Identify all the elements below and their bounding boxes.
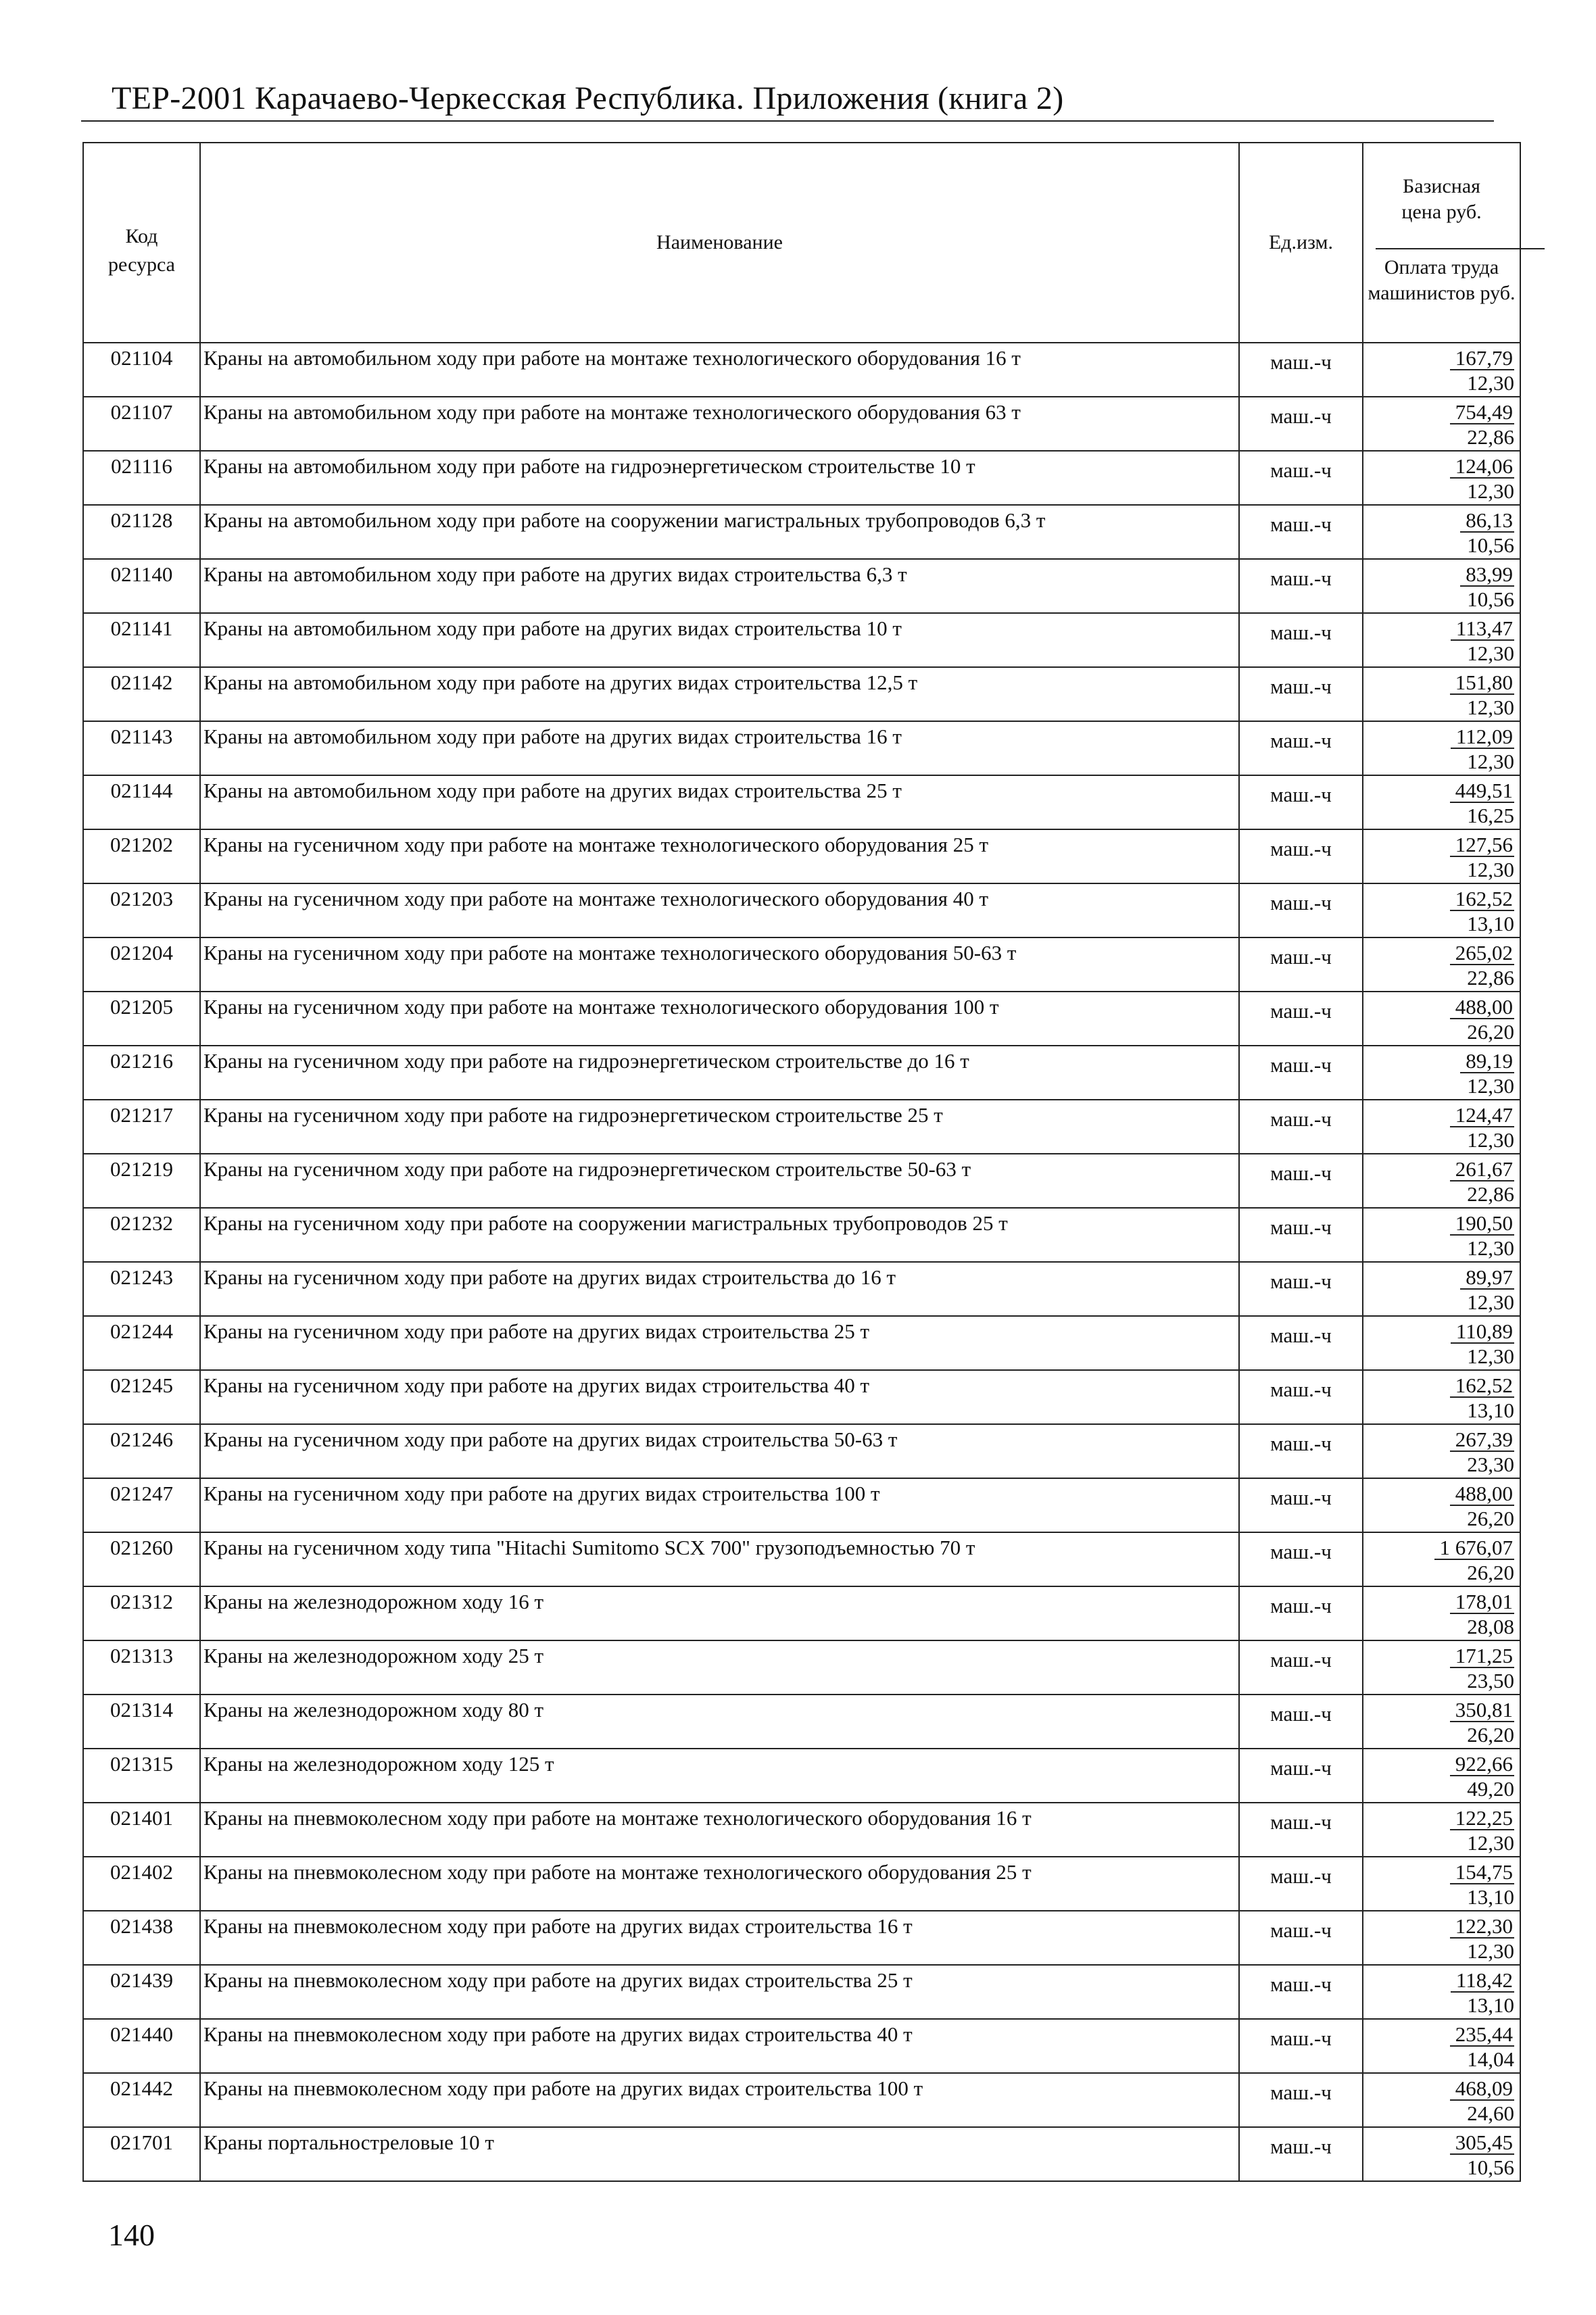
header-unit-label: Ед.изм. <box>1268 231 1334 253</box>
price-value: 190,50 <box>1450 1213 1514 1236</box>
cell-name: Краны на гусеничном ходу при работе на сооружении магистральных трубопроводов 25 т <box>200 1208 1239 1262</box>
price-value: 350,81 <box>1450 1699 1514 1722</box>
table-row <box>83 1316 1520 1370</box>
price-value: 127,56 <box>1450 834 1514 857</box>
cell-code: 021402 <box>83 1857 200 1911</box>
cell-code: 021247 <box>83 1478 200 1532</box>
price-value: 235,44 <box>1450 2024 1514 2047</box>
price-value: 113,47 <box>1451 618 1514 641</box>
cell-unit: маш.-ч <box>1239 2019 1363 2073</box>
cell-code: 021439 <box>83 1965 200 2019</box>
cell-name: Краны на железнодорожном ходу 125 т <box>200 1749 1239 1803</box>
cell-unit: маш.-ч <box>1239 1208 1363 1262</box>
cell-code: 021107 <box>83 397 200 451</box>
cell-name: Краны портальнострелoвые 10 т <box>200 2127 1239 2181</box>
cell-name: Краны на гусеничном ходу при работе на других видах строительства до 16 т <box>200 1262 1239 1316</box>
cell-name: Краны на автомобильном ходу при работе на сооружении магистральных трубопроводов 6,3 т <box>200 505 1239 559</box>
cell-unit: маш.-ч <box>1239 559 1363 613</box>
price-value: 449,51 <box>1450 780 1514 803</box>
price-value: 754,49 <box>1450 401 1514 424</box>
table-row <box>83 1262 1520 1316</box>
price-value: 83,99 <box>1460 564 1514 587</box>
cell-unit: маш.-ч <box>1239 397 1363 451</box>
price-value: 265,02 <box>1450 942 1514 965</box>
cell-code: 021438 <box>83 1911 200 1965</box>
cell-price <box>1363 1749 1520 1803</box>
wage-value: 12,30 <box>1467 1290 1514 1314</box>
cell-price <box>1363 1154 1520 1208</box>
table-row <box>83 1370 1520 1424</box>
price-value: 122,25 <box>1450 1807 1514 1830</box>
cell-price <box>1363 775 1520 829</box>
wage-value: 12,30 <box>1467 1128 1514 1152</box>
wage-value: 23,30 <box>1467 1453 1514 1476</box>
cell-code: 021143 <box>83 721 200 775</box>
cell-code: 021216 <box>83 1046 200 1100</box>
cell-unit: маш.-ч <box>1239 1424 1363 1478</box>
cell-price <box>1363 505 1520 559</box>
cell-code: 021246 <box>83 1424 200 1478</box>
table-row <box>83 2073 1520 2127</box>
price-value: 305,45 <box>1450 2132 1514 2155</box>
wage-value: 14,04 <box>1467 2047 1514 2071</box>
cell-name: Краны на автомобильном ходу при работе на других видах строительства 6,3 т <box>200 559 1239 613</box>
price-value: 122,30 <box>1450 1916 1514 1939</box>
cell-name: Краны на гусеничном ходу типа "Hitachi Sumitomo SCX 700" грузоподъемностью 70 т <box>200 1532 1239 1586</box>
table-row <box>83 1478 1520 1532</box>
cell-code: 021142 <box>83 667 200 721</box>
price-value: 118,42 <box>1451 1970 1514 1993</box>
table-row <box>83 937 1520 992</box>
cell-price <box>1363 1803 1520 1857</box>
wage-value: 12,30 <box>1467 1344 1514 1368</box>
wage-value: 26,20 <box>1467 1020 1514 1044</box>
table-row <box>83 992 1520 1046</box>
cell-price <box>1363 1965 1520 2019</box>
table-row <box>83 1857 1520 1911</box>
cell-price <box>1363 1208 1520 1262</box>
cell-unit: маш.-ч <box>1239 883 1363 937</box>
wage-value: 12,30 <box>1467 1236 1514 1260</box>
cell-code: 021217 <box>83 1100 200 1154</box>
cell-code: 021701 <box>83 2127 200 2181</box>
cell-name: Краны на железнодорожном ходу 25 т <box>200 1640 1239 1695</box>
wage-value: 12,30 <box>1467 479 1514 503</box>
price-value: 110,89 <box>1451 1321 1514 1344</box>
cell-unit: маш.-ч <box>1239 1857 1363 1911</box>
cell-price <box>1363 992 1520 1046</box>
wage-value: 12,30 <box>1467 371 1514 395</box>
cell-name: Краны на гусеничном ходу при работе на гидроэнергетическом строительстве 25 т <box>200 1100 1239 1154</box>
cell-price <box>1363 1532 1520 1586</box>
cell-unit: маш.-ч <box>1239 1370 1363 1424</box>
cell-name: Краны на гусеничном ходу при работе на других видах строительства 50-63 т <box>200 1424 1239 1478</box>
cell-price <box>1363 937 1520 992</box>
price-value: 86,13 <box>1460 510 1514 533</box>
cell-unit: маш.-ч <box>1239 1803 1363 1857</box>
cell-unit: маш.-ч <box>1239 1965 1363 2019</box>
cell-price <box>1363 343 1520 397</box>
wage-value: 10,56 <box>1467 2155 1514 2179</box>
cell-price <box>1363 721 1520 775</box>
cell-price <box>1363 2019 1520 2073</box>
header-code <box>83 143 200 343</box>
cell-code: 021141 <box>83 613 200 667</box>
wage-value: 12,30 <box>1467 696 1514 719</box>
cell-name: Краны на гусеничном ходу при работе на монтаже технологического оборудования 40 т <box>200 883 1239 937</box>
cell-code: 021245 <box>83 1370 200 1424</box>
cell-name: Краны на автомобильном ходу при работе на других видах строительства 16 т <box>200 721 1239 775</box>
wage-value: 22,86 <box>1467 1182 1514 1206</box>
table-row <box>83 1154 1520 1208</box>
cell-name: Краны на автомобильном ходу при работе на монтаже технологического оборудования 16 т <box>200 343 1239 397</box>
cell-unit: маш.-ч <box>1239 775 1363 829</box>
table-row <box>83 397 1520 451</box>
resource-table <box>82 142 1521 2182</box>
cell-unit: маш.-ч <box>1239 992 1363 1046</box>
cell-name: Краны на пневмоколесном ходу при работе на других видах строительства 16 т <box>200 1911 1239 1965</box>
cell-unit: маш.-ч <box>1239 343 1363 397</box>
cell-price <box>1363 829 1520 883</box>
cell-unit: маш.-ч <box>1239 1478 1363 1532</box>
cell-name: Краны на пневмоколесном ходу при работе на монтаже технологического оборудования 25 т <box>200 1857 1239 1911</box>
wage-value: 10,56 <box>1467 587 1514 611</box>
cell-price <box>1363 1100 1520 1154</box>
cell-price <box>1363 2127 1520 2181</box>
cell-unit: маш.-ч <box>1239 505 1363 559</box>
wage-value: 13,10 <box>1467 1993 1514 2017</box>
cell-unit: маш.-ч <box>1239 1532 1363 1586</box>
table-row <box>83 1965 1520 2019</box>
table-row <box>83 343 1520 397</box>
cell-unit: маш.-ч <box>1239 667 1363 721</box>
cell-code: 021203 <box>83 883 200 937</box>
table-row <box>83 2127 1520 2181</box>
table-row <box>83 613 1520 667</box>
cell-unit: маш.-ч <box>1239 1749 1363 1803</box>
price-value: 171,25 <box>1450 1645 1514 1668</box>
cell-price <box>1363 1046 1520 1100</box>
wage-value: 26,20 <box>1467 1723 1514 1747</box>
price-value: 167,79 <box>1450 347 1514 370</box>
cell-price <box>1363 451 1520 505</box>
table-row <box>83 2019 1520 2073</box>
cell-code: 021232 <box>83 1208 200 1262</box>
cell-name: Краны на железнодорожном ходу 16 т <box>200 1586 1239 1640</box>
cell-price <box>1363 1695 1520 1749</box>
table-row <box>83 775 1520 829</box>
cell-price <box>1363 1316 1520 1370</box>
cell-price <box>1363 613 1520 667</box>
table-row <box>83 1640 1520 1695</box>
cell-price <box>1363 397 1520 451</box>
wage-value: 12,30 <box>1467 641 1514 665</box>
cell-name: Краны на пневмоколесном ходу при работе на других видах строительства 40 т <box>200 2019 1239 2073</box>
price-value: 178,01 <box>1450 1591 1514 1614</box>
price-value: 267,39 <box>1450 1429 1514 1452</box>
header-rule <box>81 120 1494 122</box>
wage-value: 13,10 <box>1467 912 1514 935</box>
cell-price <box>1363 2073 1520 2127</box>
cell-code: 021260 <box>83 1532 200 1586</box>
cell-code: 021205 <box>83 992 200 1046</box>
price-value: 488,00 <box>1450 996 1514 1019</box>
header-price-label: Базисная цена руб. <box>1401 174 1482 223</box>
table-row <box>83 1208 1520 1262</box>
cell-code: 021315 <box>83 1749 200 1803</box>
price-value: 261,67 <box>1450 1159 1514 1181</box>
cell-code: 021244 <box>83 1316 200 1370</box>
price-value: 151,80 <box>1450 672 1514 695</box>
page-header-title: ТЕР-2001 Карачаево-Черкесская Республика. Приложения (книга 2) <box>112 80 1064 116</box>
cell-name: Краны на автомобильном ходу при работе на монтаже технологического оборудования 63 т <box>200 397 1239 451</box>
table-row <box>83 505 1520 559</box>
cell-name: Краны на пневмоколесном ходу при работе на других видах строительства 25 т <box>200 1965 1239 2019</box>
table-row <box>83 1749 1520 1803</box>
price-value: 112,09 <box>1451 726 1514 749</box>
table-body <box>83 343 1520 2181</box>
cell-name: Краны на гусеничном ходу при работе на монтаже технологического оборудования 25 т <box>200 829 1239 883</box>
cell-price <box>1363 883 1520 937</box>
wage-value: 12,30 <box>1467 1074 1514 1098</box>
cell-code: 021204 <box>83 937 200 992</box>
cell-code: 021312 <box>83 1586 200 1640</box>
cell-code: 021313 <box>83 1640 200 1695</box>
cell-code: 021314 <box>83 1695 200 1749</box>
cell-name: Краны на гусеничном ходу при работе на гидроэнергетическом строительстве 50-63 т <box>200 1154 1239 1208</box>
table-row <box>83 1046 1520 1100</box>
cell-name: Краны на пневмоколесном ходу при работе на других видах строительства 100 т <box>200 2073 1239 2127</box>
table-header <box>83 143 1520 343</box>
cell-unit: маш.-ч <box>1239 1100 1363 1154</box>
price-value: 154,75 <box>1450 1861 1514 1884</box>
table-row <box>83 883 1520 937</box>
price-value: 89,19 <box>1460 1050 1514 1073</box>
page-number: 140 <box>108 2218 155 2252</box>
wage-value: 12,30 <box>1467 858 1514 881</box>
cell-unit: маш.-ч <box>1239 1316 1363 1370</box>
cell-unit: маш.-ч <box>1239 829 1363 883</box>
table-row <box>83 829 1520 883</box>
cell-price <box>1363 559 1520 613</box>
wage-value: 10,56 <box>1467 533 1514 557</box>
cell-unit: маш.-ч <box>1239 721 1363 775</box>
wage-value: 23,50 <box>1467 1669 1514 1692</box>
wage-value: 26,20 <box>1467 1561 1514 1584</box>
table-row <box>83 721 1520 775</box>
header-code-label: Код ресурса <box>108 225 175 276</box>
cell-unit: маш.-ч <box>1239 451 1363 505</box>
price-value: 162,52 <box>1450 1375 1514 1398</box>
cell-price <box>1363 1478 1520 1532</box>
cell-name: Краны на гусеничном ходу при работе на монтаже технологического оборудования 100 т <box>200 992 1239 1046</box>
wage-value: 22,86 <box>1467 425 1514 449</box>
cell-name: Краны на автомобильном ходу при работе на гидроэнергетическом строительстве 10 т <box>200 451 1239 505</box>
wage-value: 12,30 <box>1467 750 1514 773</box>
table-row <box>83 1911 1520 1965</box>
cell-unit: маш.-ч <box>1239 2127 1363 2181</box>
table-row <box>83 1803 1520 1857</box>
cell-code: 021440 <box>83 2019 200 2073</box>
cell-code: 021128 <box>83 505 200 559</box>
cell-name: Краны на автомобильном ходу при работе на других видах строительства 12,5 т <box>200 667 1239 721</box>
price-value: 922,66 <box>1450 1753 1514 1776</box>
table-row <box>83 559 1520 613</box>
cell-code: 021140 <box>83 559 200 613</box>
cell-code: 021104 <box>83 343 200 397</box>
header-unit <box>1239 143 1363 343</box>
cell-price <box>1363 1911 1520 1965</box>
cell-price <box>1363 1262 1520 1316</box>
price-value: 468,09 <box>1450 2078 1514 2101</box>
cell-price <box>1363 1586 1520 1640</box>
cell-unit: маш.-ч <box>1239 1586 1363 1640</box>
cell-unit: маш.-ч <box>1239 2073 1363 2127</box>
cell-unit: маш.-ч <box>1239 1695 1363 1749</box>
cell-unit: маш.-ч <box>1239 613 1363 667</box>
cell-code: 021202 <box>83 829 200 883</box>
cell-code: 021243 <box>83 1262 200 1316</box>
table-row <box>83 667 1520 721</box>
cell-name: Краны на гусеничном ходу при работе на монтаже технологического оборудования 50-63 т <box>200 937 1239 992</box>
cell-name: Краны на автомобильном ходу при работе на других видах строительства 10 т <box>200 613 1239 667</box>
header-price <box>1363 143 1520 343</box>
wage-value: 49,20 <box>1467 1777 1514 1801</box>
cell-name: Краны на автомобильном ходу при работе на других видах строительства 25 т <box>200 775 1239 829</box>
cell-code: 021401 <box>83 1803 200 1857</box>
cell-name: Краны на железнодорожном ходу 80 т <box>200 1695 1239 1749</box>
cell-unit: маш.-ч <box>1239 1046 1363 1100</box>
table-row <box>83 1532 1520 1586</box>
header-wage-label: Оплата труда машинистов руб. <box>1368 256 1516 304</box>
wage-value: 13,10 <box>1467 1885 1514 1909</box>
wage-value: 16,25 <box>1467 804 1514 827</box>
cell-code: 021219 <box>83 1154 200 1208</box>
cell-name: Краны на пневмоколесном ходу при работе на монтаже технологического оборудования 16 т <box>200 1803 1239 1857</box>
price-value: 488,00 <box>1450 1483 1514 1506</box>
price-value: 162,52 <box>1450 888 1514 911</box>
cell-unit: маш.-ч <box>1239 1262 1363 1316</box>
wage-value: 22,86 <box>1467 966 1514 990</box>
cell-code: 021144 <box>83 775 200 829</box>
cell-price <box>1363 1370 1520 1424</box>
cell-price <box>1363 1640 1520 1695</box>
price-value: 89,97 <box>1460 1267 1514 1290</box>
wage-value: 26,20 <box>1467 1507 1514 1530</box>
wage-value: 24,60 <box>1467 2101 1514 2125</box>
price-value: 1 676,07 <box>1434 1537 1515 1560</box>
wage-value: 28,08 <box>1467 1615 1514 1638</box>
cell-price <box>1363 667 1520 721</box>
cell-name: Краны на гусеничном ходу при работе на других видах строительства 25 т <box>200 1316 1239 1370</box>
table-row <box>83 1695 1520 1749</box>
cell-unit: маш.-ч <box>1239 1640 1363 1695</box>
header-name <box>200 143 1239 343</box>
wage-value: 13,10 <box>1467 1398 1514 1422</box>
cell-code: 021442 <box>83 2073 200 2127</box>
price-value: 124,06 <box>1450 456 1514 479</box>
table-row <box>83 1586 1520 1640</box>
table-row <box>83 1424 1520 1478</box>
cell-price <box>1363 1857 1520 1911</box>
wage-value: 12,30 <box>1467 1831 1514 1855</box>
cell-code: 021116 <box>83 451 200 505</box>
cell-unit: маш.-ч <box>1239 1911 1363 1965</box>
header-name-label: Наименование <box>656 231 783 253</box>
cell-unit: маш.-ч <box>1239 937 1363 992</box>
cell-price <box>1363 1424 1520 1478</box>
cell-name: Краны на гусеничном ходу при работе на других видах строительства 40 т <box>200 1370 1239 1424</box>
wage-value: 12,30 <box>1467 1939 1514 1963</box>
table-row <box>83 1100 1520 1154</box>
cell-unit: маш.-ч <box>1239 1154 1363 1208</box>
price-value: 124,47 <box>1450 1104 1514 1127</box>
cell-name: Краны на гусеничном ходу при работе на гидроэнергетическом строительстве до 16 т <box>200 1046 1239 1100</box>
table-row <box>83 451 1520 505</box>
cell-name: Краны на гусеничном ходу при работе на других видах строительства 100 т <box>200 1478 1239 1532</box>
resource-table-container <box>82 142 1520 2182</box>
